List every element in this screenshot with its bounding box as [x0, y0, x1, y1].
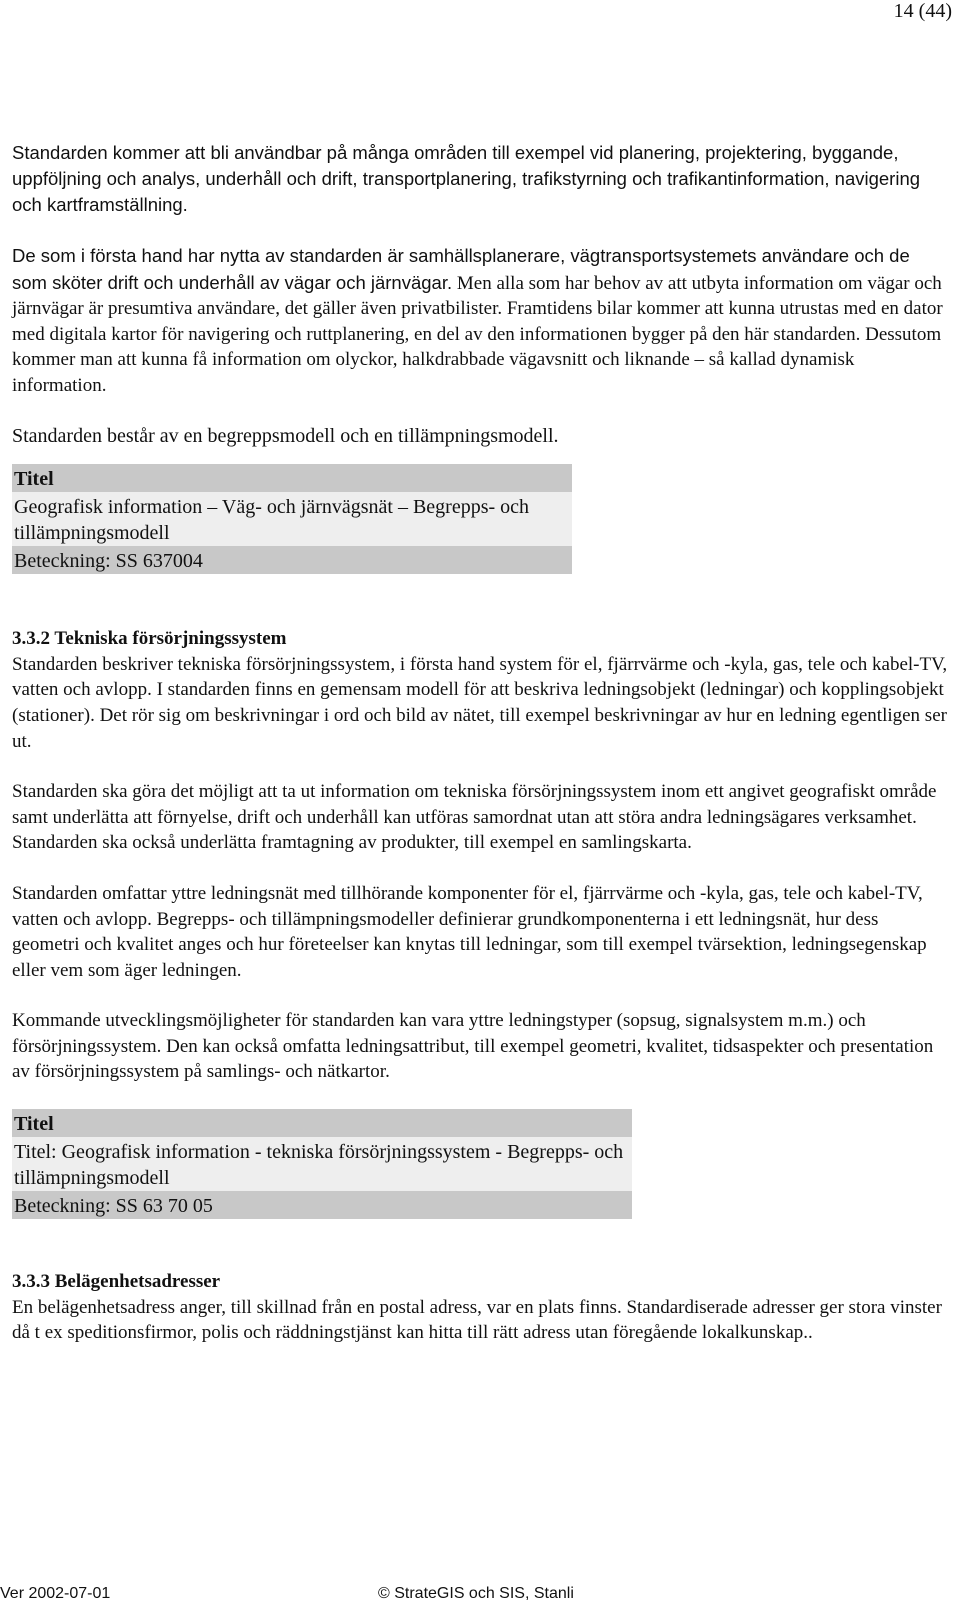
intro-paragraph-1: Standarden kommer att bli användbar på många områden till exempel vid planering, projektering, byggande, uppföljning och analys, underhåll och drift, transportplanering, trafikstyrning och trafikantinformation, navigering och kartframställning.: [12, 142, 921, 215]
section-332-paragraph-3: Standarden omfattar yttre ledningsnät med tillhörande komponenter för el, fjärrvärme och -kyla, gas, tele och kabel-TV, vatten och avlopp. Begrepps- och tillämpningsmodeller definierar grundkomponenterna i ett ledningsnät, hur dess geometri och kvalitet anges och hur företeelser kan knytas till ledningar, som till exempel tvärsektion, ledningsegenskap eller vem som äger ledningen.: [12, 882, 927, 981]
title-box-designation: Beteckning: SS 637004: [12, 546, 572, 574]
title-box-label: Titel: [12, 464, 572, 492]
intro-paragraph-2b: Men alla som har behov av att utbyta information om vägar och järnvägar är presumtiva användare, det gäller även privatbilister. Framtidens bilar kommer att kunna utrustas med en dator med digitala kartor för navigering och ruttplanering, en del av den informationen bygger på den här standarden. Dessutom kommer man att kunna få information om olyckor, halkdrabbade vägavsnitt och liknande – så kallad dynamisk information.: [12, 272, 943, 396]
intro-paragraph-2a: De som i första hand har nytta av standarden är samhällsplanerare, vägtransportsystemets användare och de som sköter drift och underhåll av vägar och järnvägar.: [12, 245, 910, 293]
title-box-road-network: [12, 464, 572, 574]
title-box-designation: Beteckning: SS 63 70 05: [12, 1191, 632, 1219]
document-body: [12, 140, 948, 1346]
title-box-title: Geografisk information – Väg- och järnvägsnät – Begrepps- och tillämpningsmodell: [12, 492, 572, 546]
section-332-paragraph-1: Standarden beskriver tekniska försörjningssystem, i första hand system för el, fjärrvärme och -kyla, gas, tele och kabel-TV, vatten och avlopp. I standarden finns en gemensam modell för att beskriva ledningsobjekt (ledningar) och kopplingsobjekt (stationer). Det rör sig om beskrivningar i ord och bild av nätet, till exempel beskrivningar av hur en ledning egentligen ser ut.: [12, 653, 948, 752]
section-heading-333: 3.3.3 Belägenhetsadresser: [12, 1271, 221, 1293]
section-heading-332: 3.3.2 Tekniska försörjningssystem: [12, 628, 287, 650]
title-box-utility-systems: [12, 1109, 632, 1219]
section-332-paragraph-2: Standarden ska göra det möjligt att ta ut information om tekniska försörjningssystem inom ett angivet geografiskt område samt underlätta att förnyelse, drift och underhåll kan utföras samordnat utan att störa andra ledningsägares verksamhet. Standarden ska också underlätta framtagning av produkter, till exempel en samlingskarta.: [12, 781, 937, 854]
section-333-paragraph-1: En belägenhetsadress anger, till skillnad från en postal adress, var en plats finns. Standardiserade adresser ger stora vinster då t ex speditionsfirmor, polis och räddningstjänst kan hitta till rätt adress utan föregående lokalkunskap..: [12, 1296, 942, 1344]
intro-paragraph-2: [12, 243, 948, 399]
page-number: 14 (44): [893, 0, 952, 22]
footer-version: Ver 2002-07-01: [0, 1585, 111, 1602]
intro-paragraph-3: Standarden består av en begreppsmodell och en tillämpningsmodell.: [12, 424, 559, 447]
title-box-title: Titel: Geografisk information - tekniska försörjningssystem - Begrepps- och tillämpningsmodell: [12, 1137, 632, 1191]
footer-copyright: © StrateGIS och SIS, Stanli: [378, 1585, 574, 1602]
section-332-paragraph-4: Kommande utvecklingsmöjligheter för standarden kan vara yttre ledningstyper (sopsug, signalsystem m.m.) och försörjningssystem. Den kan också omfatta ledningsattribut, till exempel geometri, kvalitet, tidsaspekter och presentation av försörjningssystem på samlings- och nätkartor.: [12, 1010, 934, 1083]
title-box-label: Titel: [12, 1109, 632, 1137]
